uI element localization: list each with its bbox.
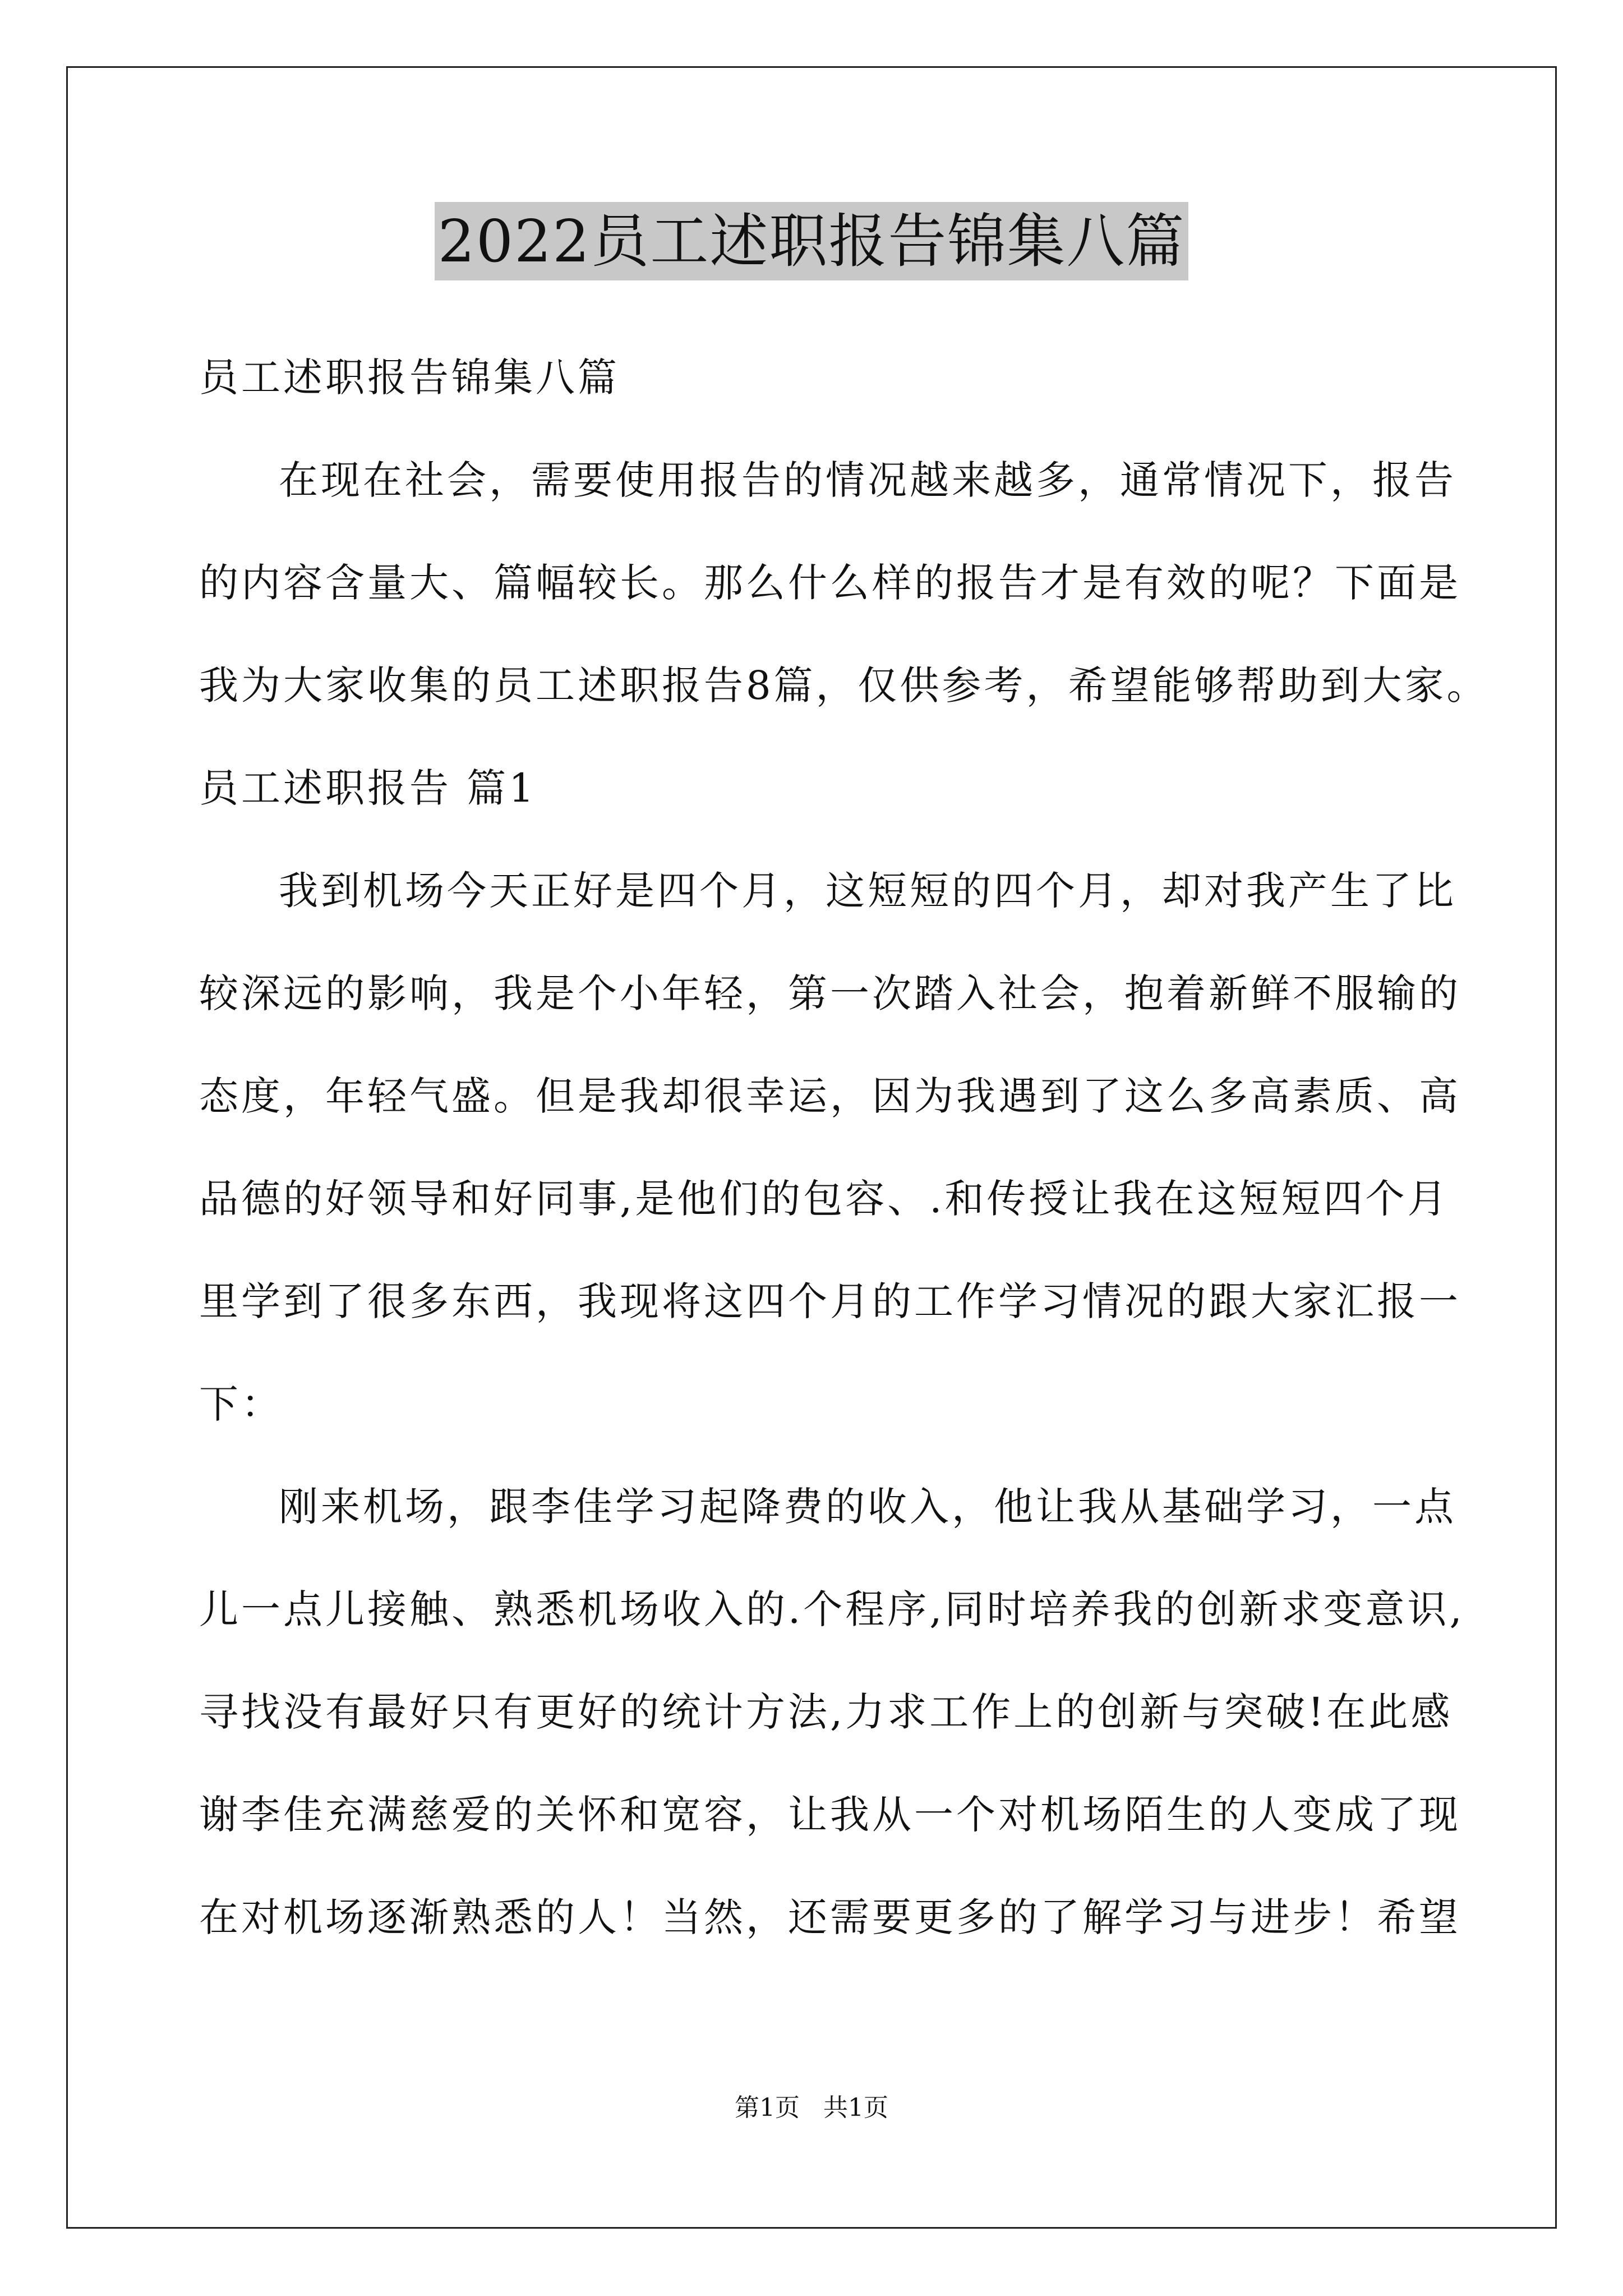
paragraph-line: 刚来机场，跟李佳学习起降费的收入，他让我从基础学习，一点 xyxy=(279,1484,1456,1530)
paragraph-line: 的内容含量大、篇幅较长。那么什么样的报告才是有效的呢？下面是 xyxy=(199,560,1461,606)
paragraph-line: 下： xyxy=(199,1381,283,1427)
paragraph-line: 态度，年轻气盛。但是我却很幸运，因为我遇到了这么多高素质、高 xyxy=(199,1073,1461,1119)
page-footer xyxy=(0,2091,1623,2125)
paragraph-line: 较深远的影响，我是个小年轻，第一次踏入社会，抱着新鲜不服输的 xyxy=(199,970,1461,1016)
page-number: 第1页 xyxy=(735,2093,800,2122)
paragraph-line: 寻找没有最好只有更好的统计方法,力求工作上的创新与突破!在此感 xyxy=(199,1689,1453,1735)
paragraph-line: 谢李佳充满慈爱的关怀和宽容，让我从一个对机场陌生的人变成了现 xyxy=(199,1792,1461,1838)
paragraph-line: 在对机场逐渐熟悉的人！当然，还需要更多的了解学习与进步！希望 xyxy=(199,1894,1461,1940)
paragraph-line: 我为大家收集的员工述职报告8篇，仅供参考，希望能够帮助到大家。 xyxy=(199,662,1489,708)
section-heading: 员工述职报告 篇1 xyxy=(199,765,537,811)
subtitle-line: 员工述职报告锦集八篇 xyxy=(199,355,620,401)
paragraph-line: 在现在社会，需要使用报告的情况越来越多，通常情况下，报告 xyxy=(279,457,1456,503)
document-title: 2022员工述职报告锦集八篇 xyxy=(435,202,1189,280)
title-container xyxy=(0,202,1623,280)
document-body xyxy=(199,326,1489,1969)
paragraph-line: 品德的好领导和好同事,是他们的包容、.和传授让我在这短短四个月 xyxy=(199,1176,1450,1222)
page-total: 共1页 xyxy=(823,2093,888,2122)
paragraph-line: 里学到了很多东西，我现将这四个月的工作学习情况的跟大家汇报一 xyxy=(199,1278,1461,1324)
paragraph-line: 我到机场今天正好是四个月，这短短的四个月，却对我产生了比 xyxy=(279,868,1456,914)
paragraph-line: 儿一点儿接触、熟悉机场收入的.个程序,同时培养我的创新求变意识, xyxy=(199,1586,1465,1632)
